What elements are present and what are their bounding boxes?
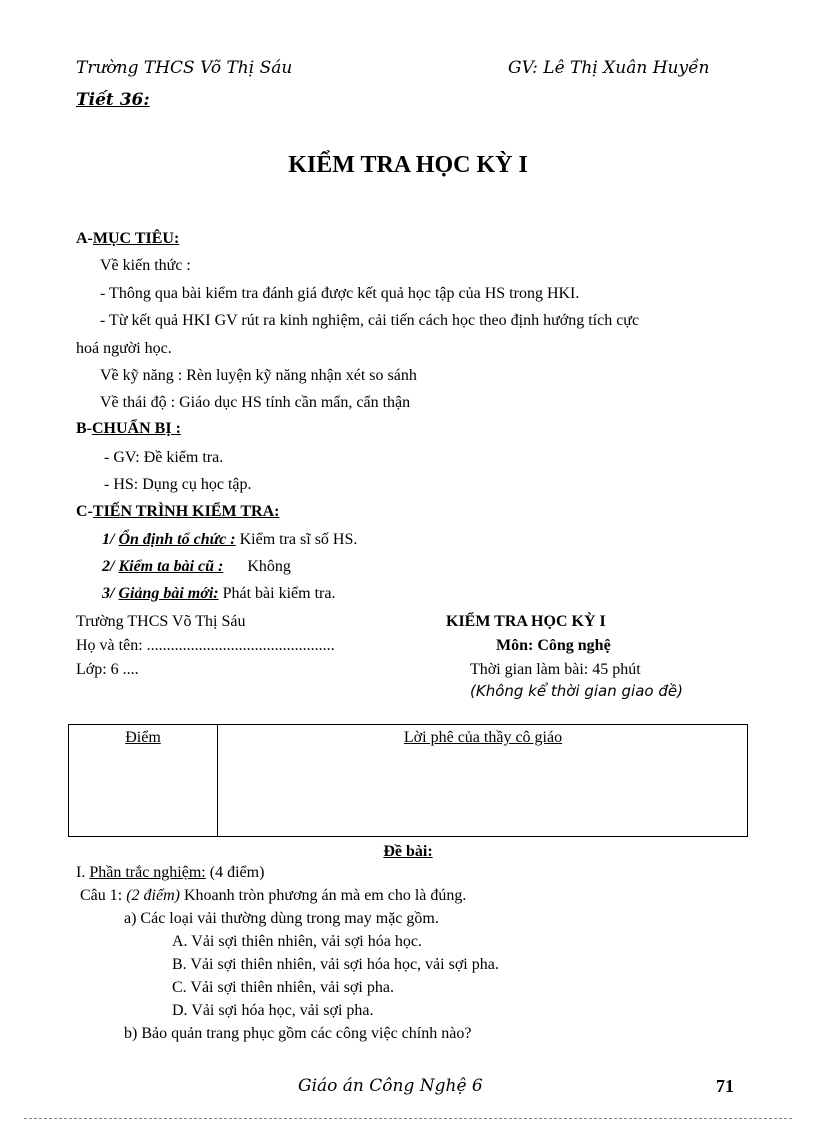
- part-1-prefix: I.: [76, 864, 90, 881]
- step-2: [102, 558, 291, 576]
- objective-line-1: - Thông qua bài kiểm tra đánh giá được kết quả học tập của HS trong HKI.: [100, 285, 580, 302]
- section-b-heading: [76, 420, 181, 438]
- step-1: [102, 531, 357, 549]
- question-1-text: Khoanh tròn phương án mà em cho là đúng.: [179, 887, 467, 904]
- section-c-prefix: C-: [76, 503, 93, 520]
- page-number: 71: [716, 1076, 734, 1096]
- page-title: KIỂM TRA HỌC KỲ I: [288, 152, 528, 178]
- step-2-text: Không: [247, 558, 291, 575]
- step-1-label: Ổn định tổ chức :: [118, 531, 236, 548]
- prep-hs: - HS: Dụng cụ học tập.: [104, 476, 252, 493]
- part-1-heading: [76, 864, 264, 882]
- exam-title: KIỂM TRA HỌC KỲ I: [446, 613, 606, 630]
- section-a-title: MỤC TIÊU:: [92, 230, 180, 247]
- option-d: D. Vải sợi hóa học, vải sợi pha.: [172, 1002, 374, 1019]
- option-a: A. Vải sợi thiên nhiên, vải sợi hóa học.: [172, 933, 422, 950]
- prep-gv: - GV: Đề kiểm tra.: [104, 449, 224, 466]
- step-3: [102, 585, 335, 603]
- step-3-number: 3/: [102, 585, 119, 602]
- option-c: C. Vải sợi thiên nhiên, vải sợi pha.: [172, 979, 394, 996]
- question-1b: b) Bảo quản trang phục gồm các công việc chính nào?: [124, 1025, 472, 1042]
- section-b-title: CHUẨN BỊ :: [92, 420, 181, 437]
- exam-subject: Môn: Công nghệ: [496, 637, 611, 654]
- comment-label: Lời phê của thầy cô giáo: [403, 729, 563, 746]
- step-3-label: Giảng bài mới:: [118, 585, 219, 602]
- skill-line: Về kỹ năng : Rèn luyện kỹ năng nhận xét so sánh: [100, 367, 417, 384]
- header-teacher: GV: Lê Thị Xuân Huyền: [508, 58, 710, 78]
- questions-heading: Đề bài:: [383, 843, 433, 860]
- section-c-title: TIẾN TRÌNH KIỂM TRA:: [92, 503, 280, 520]
- section-a-prefix: A-: [76, 230, 93, 247]
- step-2-label: Kiểm ta bài cũ :: [118, 558, 224, 575]
- knowledge-label: Về kiến thức :: [100, 257, 191, 274]
- footer-divider: [24, 1118, 792, 1119]
- header-school: Trường THCS Võ Thị Sáu: [76, 58, 293, 78]
- lesson-number: Tiết 36:: [76, 90, 150, 110]
- part-1-label: Phần trắc nghiệm:: [89, 864, 206, 881]
- section-a-heading: [76, 230, 179, 248]
- question-1-points: (2 điểm): [126, 887, 180, 904]
- exam-class-line: Lớp: 6 ....: [76, 661, 139, 678]
- question-1a: a) Các loại vải thường dùng trong may mặc gồm.: [124, 910, 439, 927]
- score-comment-box: [68, 724, 748, 837]
- section-b-prefix: B-: [76, 420, 92, 437]
- step-1-number: 1/: [102, 531, 119, 548]
- exam-time: Thời gian làm bài: 45 phút: [470, 661, 641, 678]
- exam-name-line: Họ và tên: ...............................................: [76, 637, 335, 654]
- question-1-prefix: Câu 1:: [80, 887, 127, 904]
- objective-line-2-cont: hoá người học.: [76, 340, 172, 357]
- option-b: B. Vải sợi thiên nhiên, vải sợi hóa học, vải sợi pha.: [172, 956, 499, 973]
- objective-line-2: - Từ kết quả HKI GV rút ra kinh nghiệm, cải tiến cách học theo định hướng tích cực: [100, 312, 640, 329]
- score-label: Điểm: [125, 729, 161, 746]
- step-1-text: Kiểm tra sĩ số HS.: [235, 531, 358, 548]
- part-1-points: (4 điểm): [205, 864, 265, 881]
- step-3-text: Phát bài kiểm tra.: [218, 585, 336, 602]
- attitude-line: Về thái độ : Giáo dục HS tính cần mẩn, cẩn thận: [100, 394, 411, 411]
- exam-school: Trường THCS Võ Thị Sáu: [76, 613, 246, 630]
- exam-note: (Không kể thời gian giao đề): [470, 682, 683, 700]
- footer-caption: Giáo án Công Nghệ 6: [298, 1076, 483, 1096]
- step-2-number: 2/: [102, 558, 119, 575]
- question-1: [80, 887, 466, 905]
- section-c-heading: [76, 503, 279, 521]
